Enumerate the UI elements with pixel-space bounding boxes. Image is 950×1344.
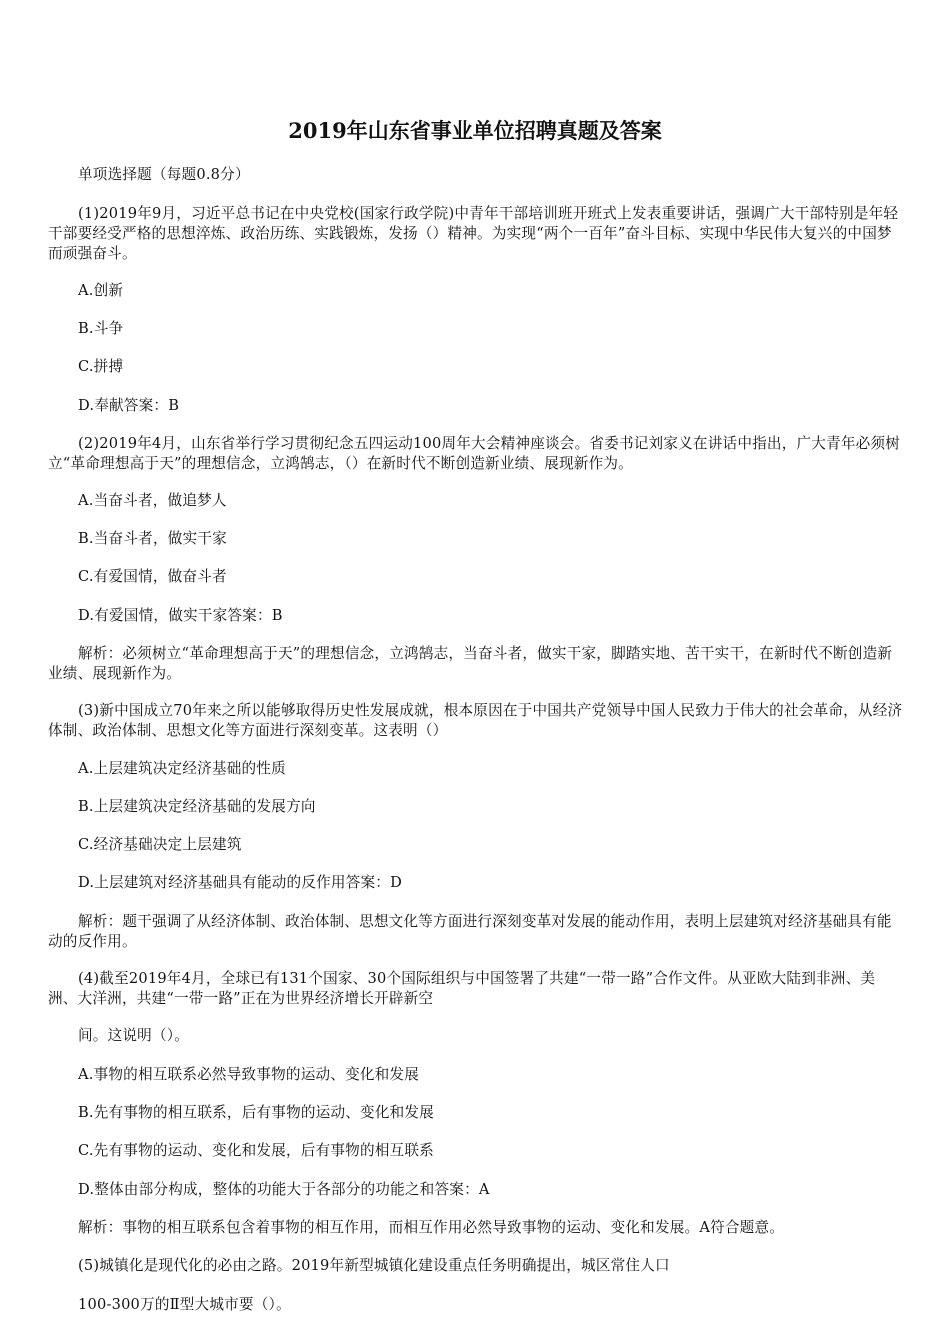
question-1-option-c: C.拼搏 [78, 358, 124, 375]
question-3-option-c: C.经济基础决定上层建筑 [78, 836, 242, 853]
question-4-stem: (4)截至2019年4月，全球已有131个国家、30个国际组织与中国签署了共建“一带一路”合作文件。从亚欧大陆到非洲、美洲、大洋洲，共建“一带一路”正在为世界经济增长开辟新空 [48, 970, 876, 1007]
question-4-option-b: B.先有事物的相互联系，后有事物的运动、变化和发展 [78, 1104, 435, 1121]
question-1-stem: (1)2019年9月，习近平总书记在中央党校(国家行政学院)中青年干部培训班开班式上发表重要讲话，强调广大干部特别是年轻干部要经受严格的思想淬炼、政治历练、实践锻炼，发扬（）精神。为实现“两个一百年”奋斗目标、实现中华民伟大复兴的中国梦而顽强奋斗。 [48, 205, 899, 262]
question-3-option-b: B.上层建筑决定经济基础的发展方向 [78, 798, 316, 815]
question-1-option-a: A.创新 [78, 282, 124, 299]
question-4-option-a: A.事物的相互联系必然导致事物的运动、变化和发展 [78, 1066, 420, 1083]
question-3-option-d: D.上层建筑对经济基础具有能动的反作用答案：D [78, 874, 402, 891]
question-3-option-a: A.上层建筑决定经济基础的性质 [78, 760, 286, 777]
section-heading: 单项选择题（每题0.8分） [78, 166, 250, 183]
question-3-analysis: 解析：题干强调了从经济体制、政治体制、思想文化等方面进行深刻变革对发展的能动作用，表明上层建筑对经济基础具有能动的反作用。 [48, 913, 892, 950]
question-3-stem: (3)新中国成立70年来之所以能够取得历史性发展成就，根本原因在于中国共产党领导中国人民致力于伟大的社会革命，从经济体制、政治体制、思想文化等方面进行深刻变革。这表明（） [48, 702, 903, 739]
question-4-option-c: C.先有事物的运动、变化和发展，后有事物的相互联系 [78, 1142, 434, 1159]
question-2-option-c: C.有爱国情，做奋斗者 [78, 568, 227, 585]
question-2-option-b: B.当奋斗者，做实干家 [78, 530, 227, 547]
question-4-stem-continued: 间。这说明（）。 [78, 1027, 190, 1044]
question-2-option-a: A.当奋斗者，做追梦人 [78, 492, 227, 509]
page-title: 2019年山东省事业单位招聘真题及答案 [288, 118, 662, 143]
question-5-stem-continued: 100-300万的Ⅱ型大城市要（）。 [78, 1296, 291, 1313]
question-1-option-b: B.斗争 [78, 320, 124, 337]
question-2-analysis: 解析：必须树立“革命理想高于天”的理想信念，立鸿鹄志，当奋斗者，做实干家，脚踏实地、苦干实干，在新时代不断创造新业绩、展现新作为。 [48, 645, 893, 682]
question-5-stem: (5)城镇化是现代化的必由之路。2019年新型城镇化建设重点任务明确提出，城区常住人口 [78, 1257, 670, 1274]
question-4-option-d: D.整体由部分构成，整体的功能大于各部分的功能之和答案：A [78, 1181, 490, 1198]
question-2-option-d: D.有爱国情，做实干家答案：B [78, 607, 283, 624]
question-4-analysis: 解析：事物的相互联系包含着事物的相互作用，而相互作用必然导致事物的运动、变化和发展。A符合题意。 [78, 1219, 785, 1236]
question-1-option-d: D.奉献答案：B [78, 397, 180, 414]
question-2-stem: (2)2019年4月，山东省举行学习贯彻纪念五四运动100周年大会精神座谈会。省委书记刘家义在讲话中指出，广大青年必须树立“革命理想高于天”的理想信念，立鸿鹄志，（）在新时代不断创造新业绩、展现新作为。 [48, 435, 901, 472]
